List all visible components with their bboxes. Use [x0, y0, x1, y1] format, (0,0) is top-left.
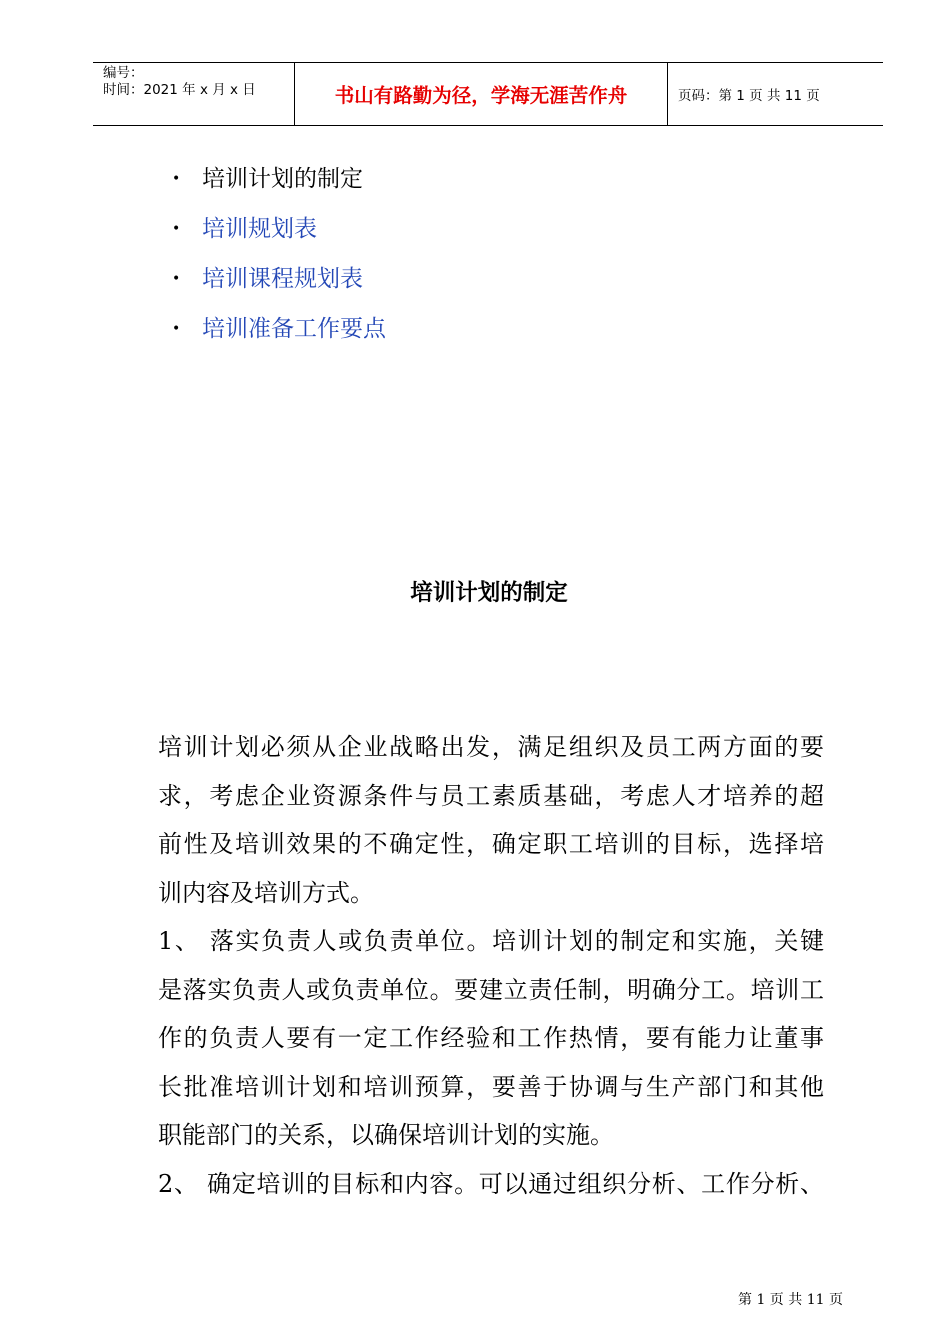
body-line: 培训计划必须从企业战略出发，满足组织及员工两方面的要 [158, 733, 824, 761]
toc-link[interactable] [172, 310, 386, 360]
bullet-icon: • [172, 171, 181, 187]
document-number-label: 编号： [103, 65, 144, 81]
body-line: 作的负责人要有一定工作经验和工作热情，要有能力让董事 [158, 1024, 824, 1052]
header-motto: 书山有路勤为径，学海无涯苦作舟 [295, 63, 668, 125]
body-line: 求，考虑企业资源条件与员工素质基础，考虑人才培养的超 [158, 781, 824, 810]
table-of-contents [172, 160, 386, 360]
body-text [158, 723, 824, 1208]
header-table [93, 62, 883, 126]
toc-link-label[interactable]: 培训课程规划表 [202, 266, 363, 292]
bullet-icon: • [172, 321, 181, 337]
body-line: 1、 落实负责人或负责单位。培训计划的制定和实施，关键 [158, 927, 824, 955]
body-line: 训内容及培训方式。 [158, 878, 374, 907]
document-time-label: 时间：2021 年 x 月 x 日 [103, 82, 256, 98]
footer-page-number: 第 1 页 共 11 页 [738, 1292, 843, 1308]
toc-item [172, 160, 386, 210]
header-meta-cell [93, 63, 295, 125]
toc-link-label[interactable]: 培训规划表 [202, 216, 317, 242]
body-line: 职能部门的关系，以确保培训计划的实施。 [158, 1121, 614, 1149]
bullet-icon: • [172, 271, 181, 287]
bullet-icon: • [172, 221, 181, 237]
toc-link[interactable] [172, 210, 386, 260]
toc-link-label[interactable]: 培训准备工作要点 [202, 316, 386, 342]
body-line: 是落实负责人或负责单位。要建立责任制，明确分工。培训工 [158, 975, 824, 1004]
body-line: 长批准培训计划和培训预算，要善于协调与生产部门和其他 [158, 1072, 824, 1101]
toc-item-label: 培训计划的制定 [202, 166, 363, 192]
toc-link[interactable] [172, 260, 386, 310]
body-line: 2、 确定培训的目标和内容。可以通过组织分析、工作分析、 [158, 1169, 824, 1198]
section-title: 培训计划的制定 [410, 580, 568, 606]
header-page-info: 页码：第 1 页 共 11 页 [678, 88, 820, 104]
body-line: 前性及培训效果的不确定性，确定职工培训的目标，选择培 [158, 830, 824, 858]
